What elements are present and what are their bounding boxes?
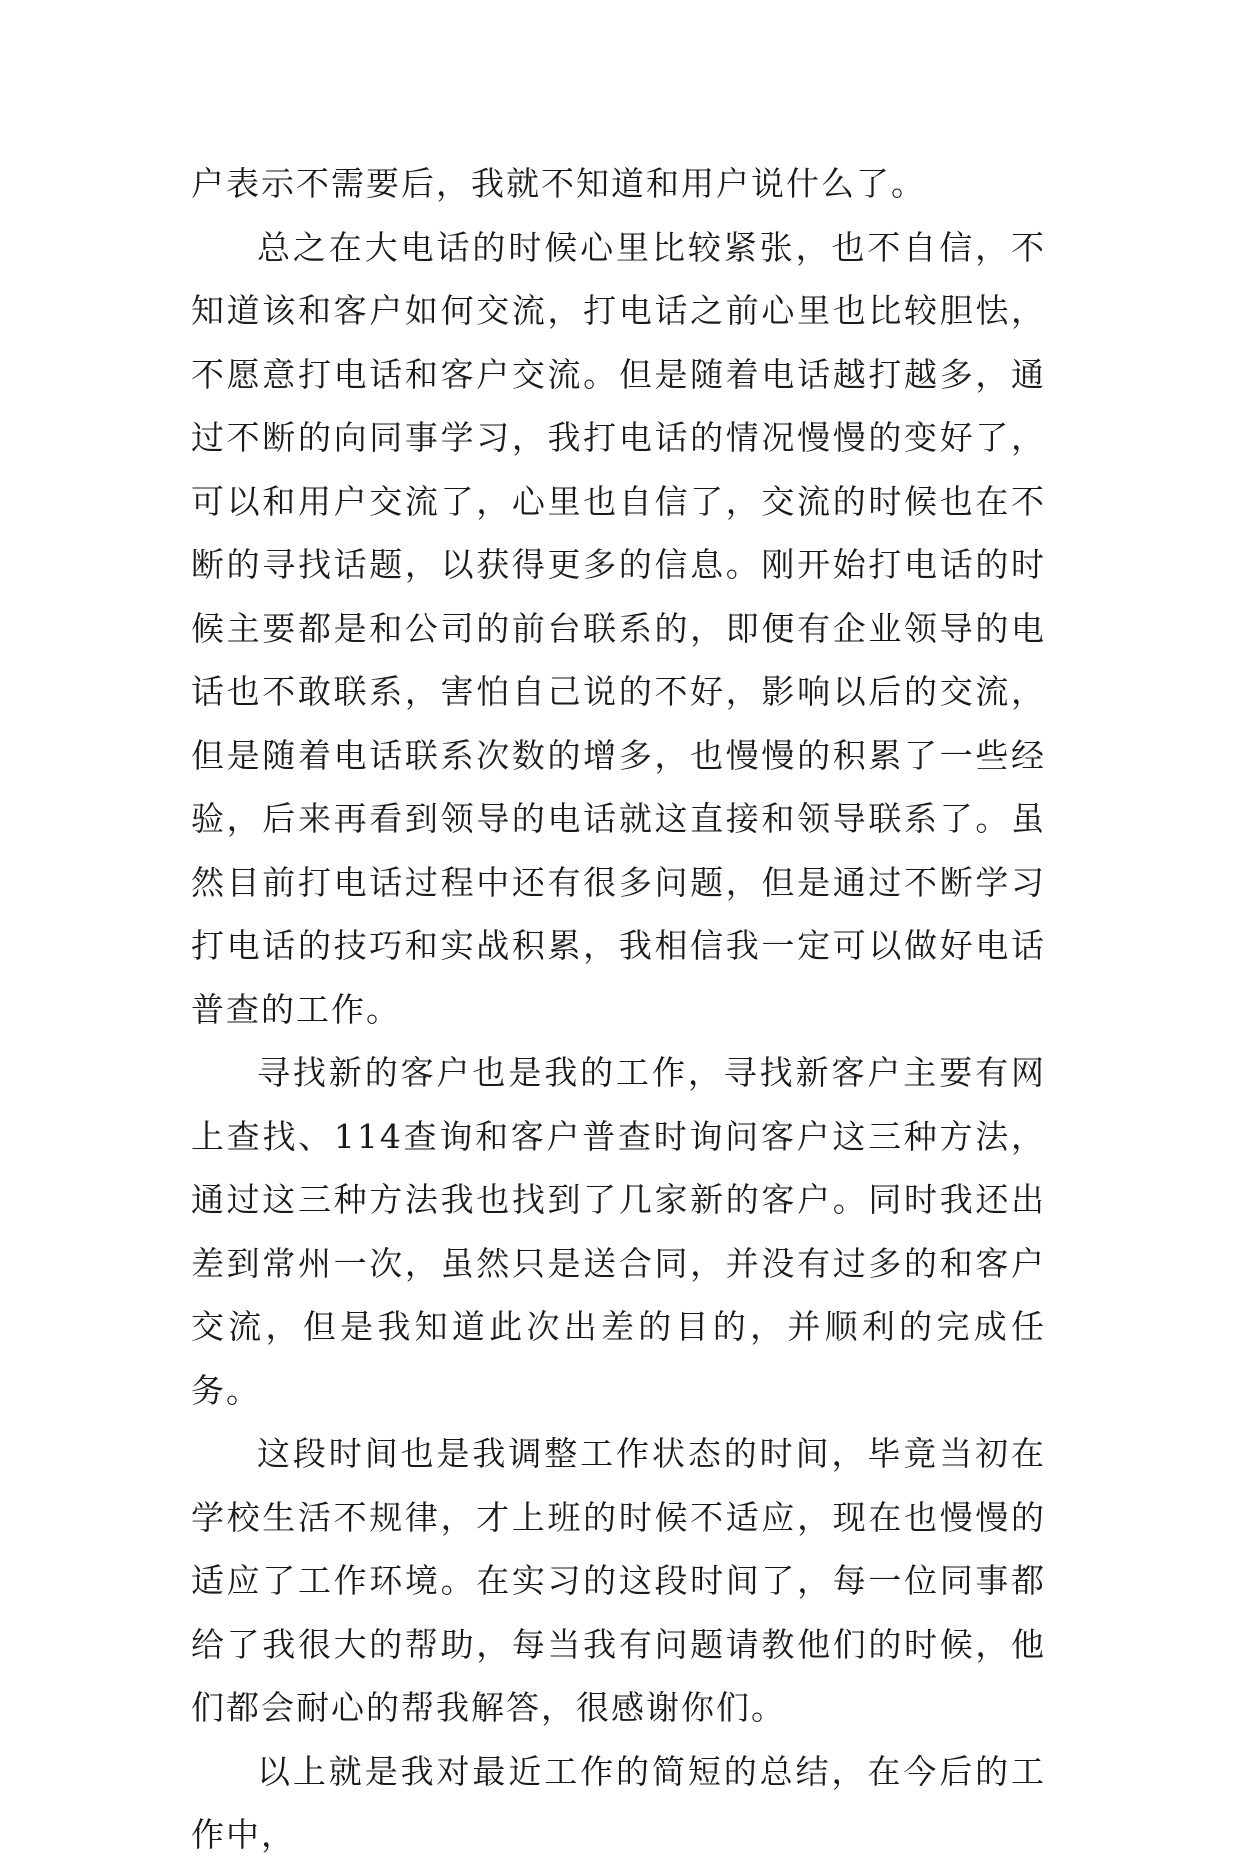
paragraph-1: 户表示不需要后，我就不知道和用户说什么了。 [191, 164, 926, 203]
paragraph-4: 这段时间也是我调整工作状态的时间，毕竟当初在学校生活不规律，才上班的时候不适应，现在也慢慢的适应了工作环境。在实习的这段时间了，每一位同事都给了我很大的帮助，每当我有问题请教他们的时候，他们都会耐心的帮我解答，很感谢你们。 [191, 1434, 1046, 1727]
body-text [191, 152, 1046, 1867]
paragraph-5: 以上就是我对最近工作的简短的总结，在今后的工作中， [191, 1751, 1046, 1854]
paragraph-3: 寻找新的客户也是我的工作，寻找新客户主要有网上查找、114查询和客户普查时询问客户这三种方法，通过这三种方法我也找到了几家新的客户。同时我还出差到常州一次，虽然只是送合同，并没有过多的和客户交流，但是我知道此次出差的目的，并顺利的完成任务。 [191, 1053, 1046, 1410]
paragraph-2: 总之在大电话的时候心里比较紧张，也不自信，不知道该和客户如何交流，打电话之前心里也比较胆怯，不愿意打电话和客户交流。但是随着电话越打越多，通过不断的向同事学习，我打电话的情况慢慢的变好了，可以和用户交流了，心里也自信了，交流的时候也在不断的寻找话题，以获得更多的信息。刚开始打电话的时候主要都是和公司的前台联系的，即便有企业领导的电话也不敢联系，害怕自己说的不好，影响以后的交流，但是随着电话联系次数的增多，也慢慢的积累了一些经验，后来再看到领导的电话就这直接和领导联系了。虽然目前打电话过程中还有很多问题，但是通过不断学习打电话的技巧和实战积累，我相信我一定可以做好电话普查的工作。 [191, 227, 1046, 1029]
